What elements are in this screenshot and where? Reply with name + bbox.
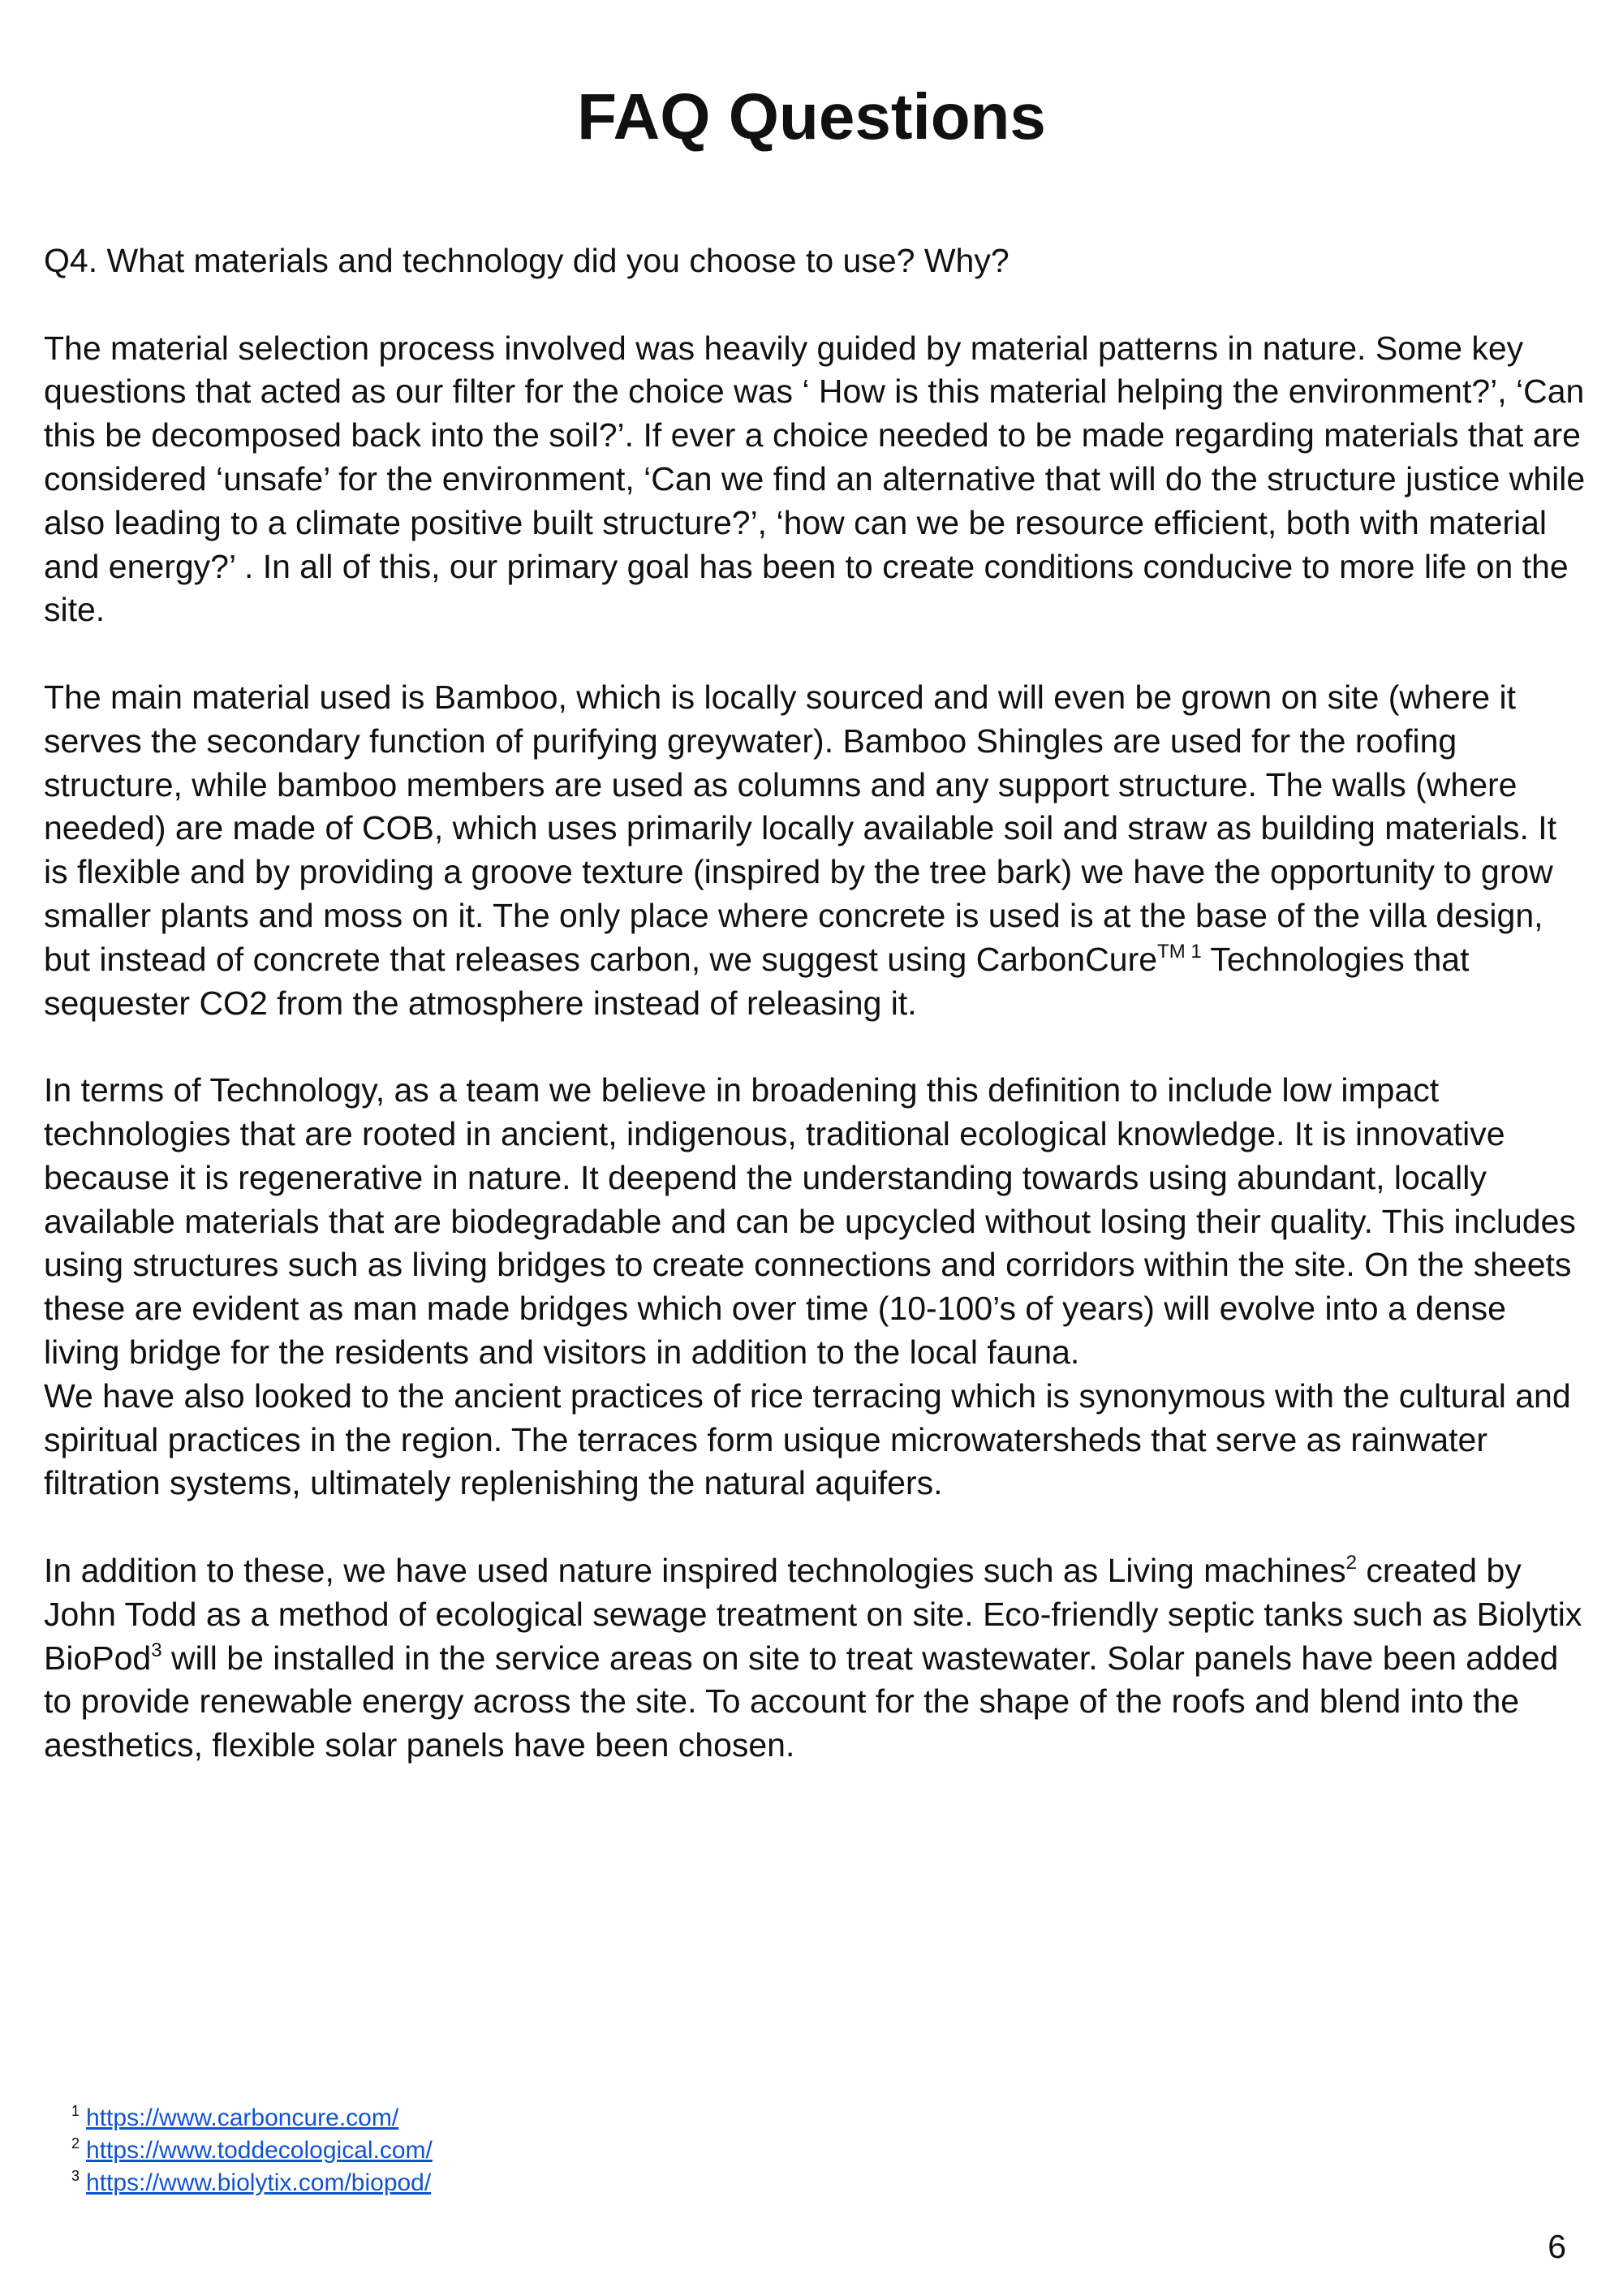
paragraph-nature-text-c: will be installed in the service areas on site to treat wastewater. Solar panels have been added to provide renewable energy across the site. To account for the shape of the roofs and blend into the aesthetics, flexible solar panels have been chosen. bbox=[44, 1639, 1559, 1764]
question-heading: Q4. What materials and technology did you choose to use? Why? bbox=[44, 242, 1010, 279]
paragraph-main-material bbox=[44, 676, 1586, 1025]
page-number: 6 bbox=[1548, 2228, 1566, 2265]
paragraph-technology: In terms of Technology, as a team we believe in broadening this definition to include low impact technologies that are rooted in ancient, indigenous, traditional ecological knowledge. It is innovative because it is regenerative in nature. It deepend the understanding towards using abundant, locally available materials that are biodegradable and can be upcycled without losing their quality. This includes using structures such as living bridges to create connections and corridors within the site. On the sheets these are evident as man made bridges which over time (10-100’s of years) will evolve into a dense living bridge for the residents and visitors in addition to the local fauna. bbox=[44, 1071, 1576, 1371]
footnotes bbox=[71, 2102, 433, 2199]
paragraph-main-material-text-end: Technologies that sequester CO2 from the atmosphere instead of releasing it. bbox=[44, 940, 1470, 1022]
footnote-marker-3: 3 bbox=[151, 1639, 162, 1661]
paragraph-nature-technologies bbox=[44, 1549, 1586, 1768]
faq-content bbox=[44, 239, 1586, 1768]
paragraph-nature-text-a: In addition to these, we have used nature inspired technologies such as Living machines bbox=[44, 1551, 1346, 1589]
paragraph-nature-text-b: created by John Todd as a method of ecological sewage treatment on site. Eco-friendly septic tanks such as Biolytix BioPod bbox=[44, 1551, 1582, 1677]
paragraph-rice-terracing: We have also looked to the ancient practices of rice terracing which is synonymous with the cultural and spiritual practices in the region. The terraces form usique microwatersheds that serve as rainwater filtration systems, ultimately replenishing the natural aquifers. bbox=[44, 1376, 1571, 1502]
trademark-footnote-marker: TM 1 bbox=[1157, 940, 1202, 963]
footnote bbox=[71, 2134, 433, 2167]
page-title: FAQ Questions bbox=[577, 80, 1046, 153]
footnote-number: 2 bbox=[71, 2135, 80, 2152]
footnote-number: 1 bbox=[71, 2103, 80, 2119]
paragraph-main-material-text: The main material used is Bamboo, which is locally sourced and will even be grown on site (where it serves the secondary function of purifying greywater). Bamboo Shingles are used for the roofing structure, while bamboo members are used as columns and any support structure. The walls (where needed) are made of COB, which uses primarily locally available soil and straw as building materials. It is flexible and by providing a groove texture (inspired by the tree bark) we have the opportunity to grow smaller plants and moss on it. The only place where concrete is used is at the base of the villa design, but instead of concrete that releases carbon, we suggest using CarbonCure bbox=[44, 678, 1557, 978]
footnote-marker-2: 2 bbox=[1345, 1551, 1357, 1574]
footnote-link-carboncure[interactable]: https://www.carboncure.com/ bbox=[86, 2104, 399, 2131]
footnote-link-toddecological[interactable]: https://www.toddecological.com/ bbox=[86, 2137, 433, 2164]
footnote bbox=[71, 2102, 433, 2134]
footnote-link-biolytix[interactable]: https://www.biolytix.com/biopod/ bbox=[86, 2169, 432, 2196]
footnote bbox=[71, 2167, 433, 2199]
paragraph-material-selection: The material selection process involved was heavily guided by material patterns in nature. Some key questions that acted as our filter for the choice was ‘ How is this material helping the environment?’, ‘Can this be decomposed back into the soil?’. If ever a choice needed to be made regarding materials that are considered ‘unsafe’ for the environment, ‘Can we find an alternative that will do the structure justice while also leading to a climate positive built structure?’, ‘how can we be resource efficient, both with material and energy?’ . In all of this, our primary goal has been to create conditions conducive to more life on the site. bbox=[44, 329, 1586, 629]
footnote-number: 3 bbox=[71, 2168, 80, 2184]
